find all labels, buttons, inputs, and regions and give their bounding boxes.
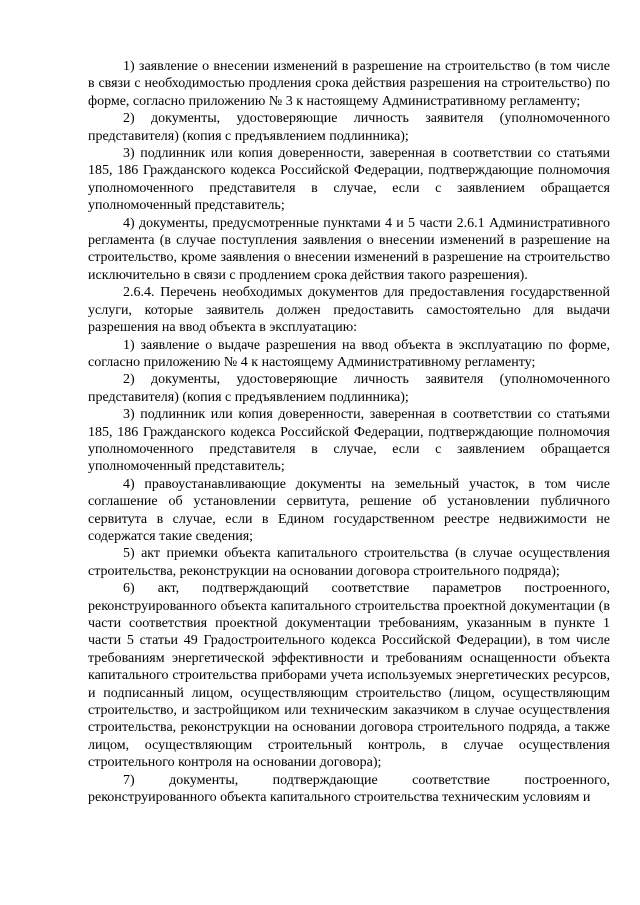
paragraph-item-1-change-application: 1) заявление о внесении изменений в разрешение на строительство (в том числе в связи с необходимостью продления срока действия разрешения на строительство) по форме, согласно приложению № 3 к настоящему Административному регламенту; xyxy=(88,59,610,109)
paragraph-item-2-identity-documents: 2) документы, удостоверяющие личность заявителя (уполномоченного представителя) (копия с предъявлением подлинника); xyxy=(88,111,610,144)
paragraph-item-5-acceptance-act: 5) акт приемки объекта капитального строительства (в случае осуществления строительства, реконструкции на основании договора строительного подряда); xyxy=(88,546,610,579)
paragraph-item-2-identity-documents: 2) документы, удостоверяющие личность заявителя (уполномоченного представителя) (копия с предъявлением подлинника); xyxy=(88,372,610,405)
paragraph-item-1-commissioning-application: 1) заявление о выдаче разрешения на ввод объекта в эксплуатацию по форме, согласно приложению № 4 к настоящему Административному регламенту; xyxy=(88,337,610,370)
paragraph-item-4-required-documents: 4) документы, предусмотренные пунктами 4 и 5 части 2.6.1 Административного регламента (в случае поступления заявления о внесении изменений в разрешение на строительство, кроме заявления о внесении изменений в разрешение на строительство исключительно в связи с продлением срока действия такого разрешения). xyxy=(88,215,610,283)
paragraph-item-4-land-title-documents: 4) правоустанавливающие документы на земельный участок, в том числе соглашение об установлении сервитута, решение об установлении публичного сервитута в случае, если в Едином государственном реестре недвижимости не содержатся такие сведения; xyxy=(88,476,610,544)
paragraph-section-2-6-4: 2.6.4. Перечень необходимых документов для предоставления государственной услуги, которые заявитель должен предоставить самостоятельно для выдачи разрешения на ввод объекта в эксплуатацию: xyxy=(88,285,610,336)
paragraph-item-3-power-of-attorney: 3) подлинник или копия доверенности, заверенная в соответствии со статьями 185, 186 Гражданского кодекса Российской Федерации, подтверждающие полномочия уполномоченного представителя в случае, если с заявлением обращается уполномоченный представитель; xyxy=(88,407,610,475)
paragraph-item-7-technical-conditions: 7) документы, подтверждающие соответствие построенного, реконструированного объекта капитального строительства техническим условиям и xyxy=(88,772,610,806)
paragraph-item-3-power-of-attorney: 3) подлинник или копия доверенности, заверенная в соответствии со статьями 185, 186 Гражданского кодекса Российской Федерации, подтверждающие полномочия уполномоченного представителя в случае, если с заявлением обращается уполномоченный представитель; xyxy=(88,146,610,214)
paragraph-item-6-compliance-act: 6) акт, подтверждающий соответствие параметров построенного, реконструированного объекта капитального строительства проектной документации (в части соответствия проектной документации требованиям, указанным в пункте 1 части 5 статьи 49 Градостроительного кодекса Российской Федерации), в том числе требованиям энергетической эффективности и требованиям оснащенности объекта капитального строительства приборами учета используемых энергетических ресурсов, и подписанный лицом, осуществляющим строительство (лицом, осуществляющим строительство, и застройщиком или техническим заказчиком в случае осуществления строительства, реконструкции на основании договора строительного подряда, а также лицом, осуществляющим строительный контроль, в случае осуществления строительного контроля на основании договора); xyxy=(88,581,610,771)
